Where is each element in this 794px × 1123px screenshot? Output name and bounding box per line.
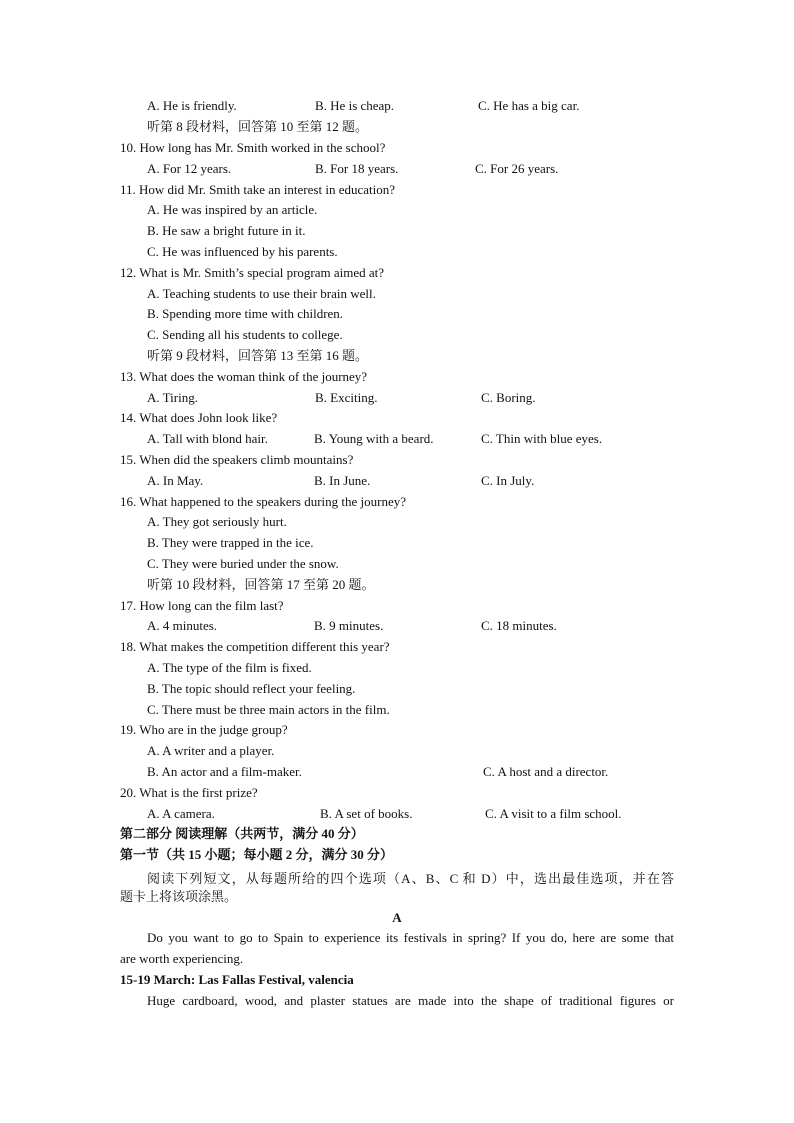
q16-stem: 16. What happened to the speakers during the journey? bbox=[120, 494, 407, 509]
q20-option-a: A. A camera. bbox=[147, 806, 215, 821]
q19-option-b: B. An actor and a film-maker. bbox=[147, 764, 302, 779]
q12-option-c: C. Sending all his students to college. bbox=[147, 327, 343, 342]
part-2-heading: 第二部分 阅读理解（共两节，满分 40 分） bbox=[120, 826, 364, 841]
q16-option-c: C. They were buried under the snow. bbox=[147, 556, 339, 571]
section-10-instruction: 听第 10 段材料，回答第 17 至第 20 题。 bbox=[147, 577, 375, 592]
festival-heading: 15-19 March: Las Fallas Festival, valencia bbox=[120, 972, 354, 987]
passage-intro-line-1: Do you want to go to Spain to experience its festivals in spring? If you do, here are some that bbox=[147, 930, 674, 945]
q20-stem: 20. What is the first prize? bbox=[120, 785, 258, 800]
q10-option-b: B. For 18 years. bbox=[315, 161, 399, 176]
q11-stem: 11. How did Mr. Smith take an interest in education? bbox=[120, 182, 395, 197]
section-9-instruction: 听第 9 段材料，回答第 13 至第 16 题。 bbox=[147, 348, 369, 363]
q10-option-a: A. For 12 years. bbox=[147, 161, 232, 176]
q13-option-b: B. Exciting. bbox=[315, 390, 378, 405]
q11-option-a: A. He was inspired by an article. bbox=[147, 202, 318, 217]
instruction-line-1: 阅读下列短文，从每题所给的四个选项（A、B、C 和 D）中，选出最佳选项，并在答 bbox=[147, 871, 674, 886]
q18-option-b: B. The topic should reflect your feeling. bbox=[147, 681, 356, 696]
q14-stem: 14. What does John look like? bbox=[120, 410, 278, 425]
q17-option-a: A. 4 minutes. bbox=[147, 618, 218, 633]
q13-stem: 13. What does the woman think of the journey? bbox=[120, 369, 368, 384]
q11-option-c: C. He was influenced by his parents. bbox=[147, 244, 338, 259]
q9-option-b: B. He is cheap. bbox=[315, 98, 395, 113]
q16-option-b: B. They were trapped in the ice. bbox=[147, 535, 314, 550]
q9-option-c: C. He has a big car. bbox=[478, 98, 580, 113]
q11-option-b: B. He saw a bright future in it. bbox=[147, 223, 306, 238]
q17-stem: 17. How long can the film last? bbox=[120, 598, 284, 613]
q10-option-c: C. For 26 years. bbox=[475, 161, 559, 176]
q12-stem: 12. What is Mr. Smith’s special program aimed at? bbox=[120, 265, 385, 280]
part-2-section-1-heading: 第一节（共 15 小题；每小题 2 分，满分 30 分） bbox=[120, 847, 394, 862]
q18-option-c: C. There must be three main actors in the film. bbox=[147, 702, 390, 717]
q19-option-c: C. A host and a director. bbox=[483, 764, 609, 779]
q15-option-a: A. In May. bbox=[147, 473, 204, 488]
section-8-instruction: 听第 8 段材料，回答第 10 至第 12 题。 bbox=[147, 119, 369, 134]
instruction-line-2: 题卡上将该项涂黑。 bbox=[120, 889, 238, 904]
q10-stem: 10. How long has Mr. Smith worked in the school? bbox=[120, 140, 386, 155]
q17-option-b: B. 9 minutes. bbox=[314, 618, 384, 633]
festival-paragraph-line-1: Huge cardboard, wood, and plaster statues are made into the shape of traditional figures or bbox=[147, 993, 674, 1008]
q15-option-c: C. In July. bbox=[481, 473, 535, 488]
q12-option-a: A. Teaching students to use their brain well. bbox=[147, 286, 376, 301]
q9-option-a: A. He is friendly. bbox=[147, 98, 237, 113]
q15-option-b: B. In June. bbox=[314, 473, 371, 488]
passage-label: A bbox=[392, 910, 402, 925]
q13-option-a: A. Tiring. bbox=[147, 390, 198, 405]
q19-option-a: A. A writer and a player. bbox=[147, 743, 275, 758]
q16-option-a: A. They got seriously hurt. bbox=[147, 514, 287, 529]
q20-option-b: B. A set of books. bbox=[320, 806, 413, 821]
q15-stem: 15. When did the speakers climb mountains? bbox=[120, 452, 354, 467]
q18-option-a: A. The type of the film is fixed. bbox=[147, 660, 312, 675]
q14-option-c: C. Thin with blue eyes. bbox=[481, 431, 603, 446]
q19-stem: 19. Who are in the judge group? bbox=[120, 722, 288, 737]
q13-option-c: C. Boring. bbox=[481, 390, 536, 405]
q18-stem: 18. What makes the competition different this year? bbox=[120, 639, 390, 654]
q14-option-a: A. Tall with blond hair. bbox=[147, 431, 268, 446]
q17-option-c: C. 18 minutes. bbox=[481, 618, 557, 633]
q14-option-b: B. Young with a beard. bbox=[314, 431, 434, 446]
passage-intro-line-2: are worth experiencing. bbox=[120, 951, 244, 966]
q20-option-c: C. A visit to a film school. bbox=[485, 806, 622, 821]
q12-option-b: B. Spending more time with children. bbox=[147, 306, 344, 321]
